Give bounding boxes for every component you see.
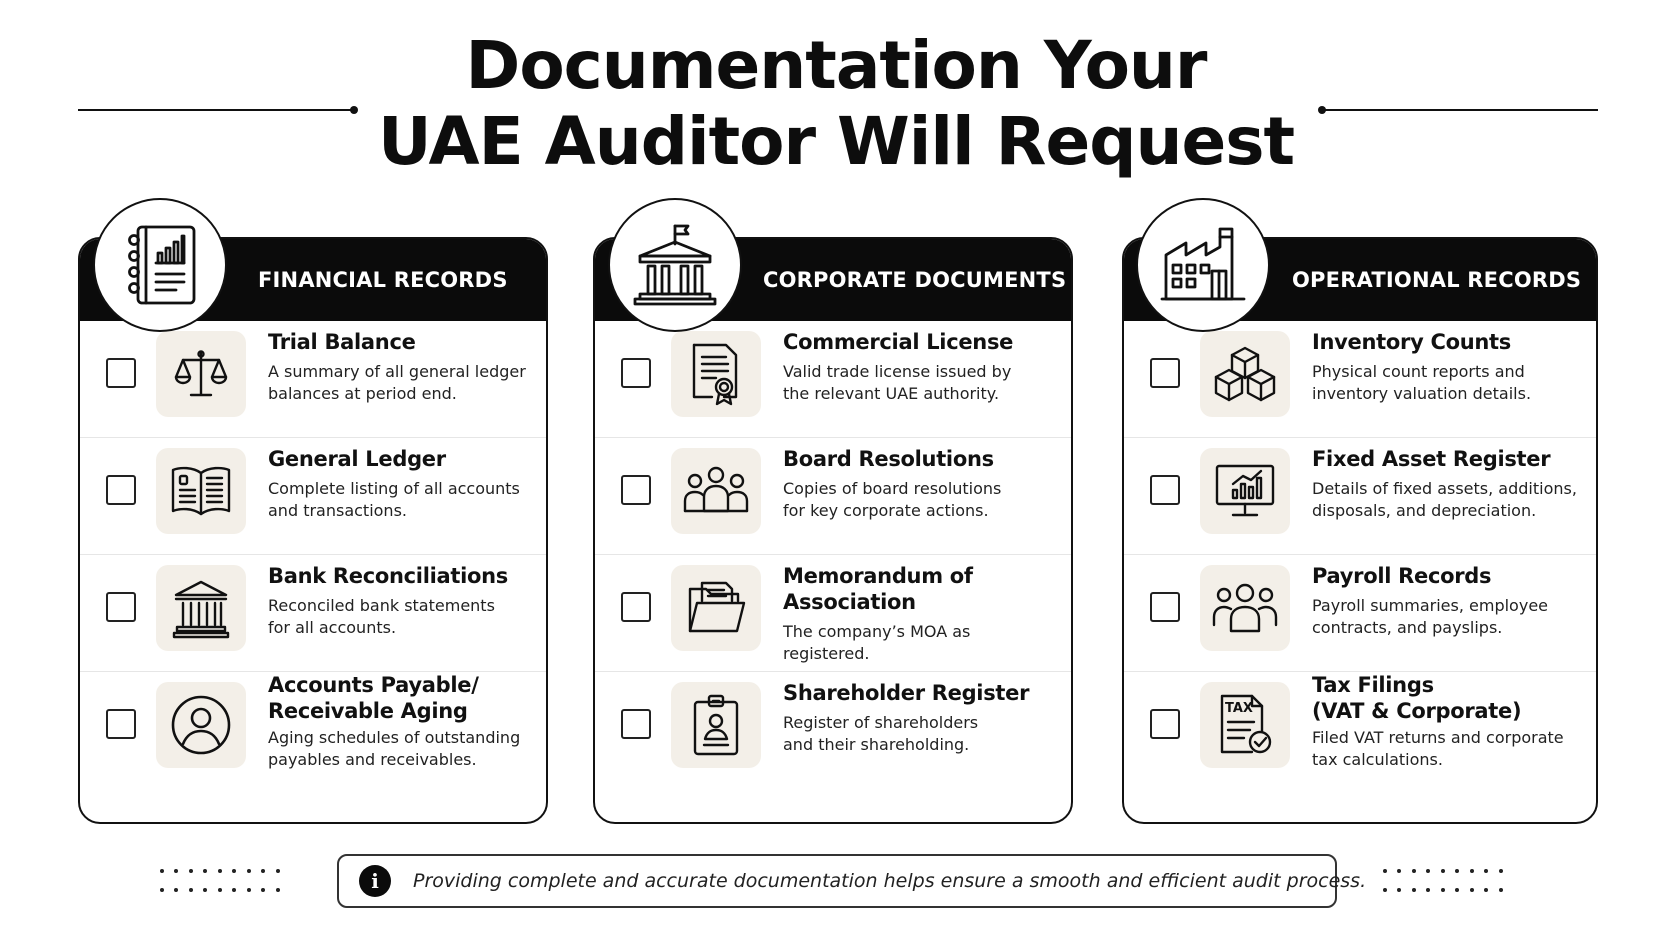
monitor-chart-icon — [1200, 448, 1290, 534]
tax-label: TAX — [1225, 701, 1253, 716]
card-header-label: FINANCIAL RECORDS — [258, 268, 508, 292]
checkbox[interactable] — [106, 709, 136, 739]
title-line-1: Documentation Your — [465, 27, 1207, 104]
info-banner — [337, 854, 1367, 908]
list-item[interactable] — [80, 555, 546, 672]
checkbox[interactable] — [106, 358, 136, 388]
item-title: Accounts Payable/ Receivable Aging — [268, 673, 479, 723]
item-title: Commercial License — [783, 330, 1014, 354]
government-building-icon — [608, 198, 742, 332]
info-icon: i — [359, 865, 391, 897]
open-book-icon — [156, 448, 246, 534]
checkbox[interactable] — [621, 475, 651, 505]
item-description: Payroll summaries, employee contracts, and payslips. — [1312, 596, 1548, 637]
user-circle-icon — [156, 682, 246, 768]
item-title: Memorandum of Association — [783, 564, 973, 614]
boxes-icon — [1200, 331, 1290, 417]
list-item[interactable] — [1124, 321, 1596, 438]
item-title: Tax Filings (VAT & Corporate) — [1312, 673, 1522, 723]
title-divider-right — [1322, 109, 1598, 111]
item-description: Copies of board resolutions for key corporate actions. — [783, 479, 1002, 520]
id-badge-icon — [671, 682, 761, 768]
item-description: Reconciled bank statements for all accounts. — [268, 596, 495, 637]
list-item[interactable] — [595, 672, 1071, 789]
title-line-2: UAE Auditor Will Request — [377, 103, 1295, 180]
card-header-label: OPERATIONAL RECORDS — [1292, 268, 1582, 292]
card-header-label: CORPORATE DOCUMENTS — [763, 268, 1067, 292]
list-item[interactable] — [1124, 438, 1596, 555]
list-item[interactable] — [80, 321, 546, 438]
checkbox[interactable] — [1150, 709, 1180, 739]
decorative-dots-right — [1383, 869, 1513, 895]
item-title: General Ledger — [268, 447, 446, 471]
list-item[interactable] — [80, 672, 546, 789]
item-description: Register of shareholders and their shareholding. — [783, 713, 979, 754]
list-item[interactable] — [80, 438, 546, 555]
list-item[interactable] — [1124, 555, 1596, 672]
list-item[interactable] — [1124, 672, 1596, 789]
group-icon — [671, 448, 761, 534]
item-description: The company’s MOA as registered. — [783, 622, 971, 663]
item-description: Details of fixed assets, additions, disposals, and depreciation. — [1312, 479, 1577, 520]
item-title: Shareholder Register — [783, 681, 1030, 705]
page-title — [0, 28, 1672, 180]
ledger-binder-icon — [93, 198, 227, 332]
item-title: Fixed Asset Register — [1312, 447, 1551, 471]
list-item[interactable] — [595, 555, 1071, 672]
item-title: Trial Balance — [268, 330, 416, 354]
certificate-icon — [671, 331, 761, 417]
checkbox[interactable] — [621, 709, 651, 739]
item-description: Complete listing of all accounts and transactions. — [268, 479, 520, 520]
item-title: Inventory Counts — [1312, 330, 1511, 354]
bank-icon — [156, 565, 246, 651]
checkbox[interactable] — [621, 592, 651, 622]
checkbox[interactable] — [106, 475, 136, 505]
checkbox[interactable] — [1150, 475, 1180, 505]
item-title: Bank Reconciliations — [268, 564, 508, 588]
item-title: Board Resolutions — [783, 447, 994, 471]
factory-icon — [1136, 198, 1270, 332]
list-item[interactable] — [595, 438, 1071, 555]
item-description: Aging schedules of outstanding payables and receivables. — [268, 728, 521, 769]
scales-icon — [156, 331, 246, 417]
checkbox[interactable] — [1150, 592, 1180, 622]
tax-document-icon — [1200, 682, 1290, 768]
checkbox[interactable] — [106, 592, 136, 622]
list-item[interactable] — [595, 321, 1071, 438]
item-description: Valid trade license issued by the relevant UAE authority. — [783, 362, 1012, 403]
folder-icon — [671, 565, 761, 651]
item-description: Filed VAT returns and corporate tax calculations. — [1312, 728, 1564, 769]
people-icon — [1200, 565, 1290, 651]
checkbox[interactable] — [1150, 358, 1180, 388]
checkbox[interactable] — [621, 358, 651, 388]
info-banner-text: Providing complete and accurate documentation helps ensure a smooth and efficient audit process. — [413, 870, 1367, 892]
decorative-dots-left — [160, 869, 290, 895]
item-title: Payroll Records — [1312, 564, 1492, 588]
item-description: Physical count reports and inventory valuation details. — [1312, 362, 1532, 403]
item-description: A summary of all general ledger balances at period end. — [268, 362, 526, 403]
title-divider-left — [78, 109, 354, 111]
